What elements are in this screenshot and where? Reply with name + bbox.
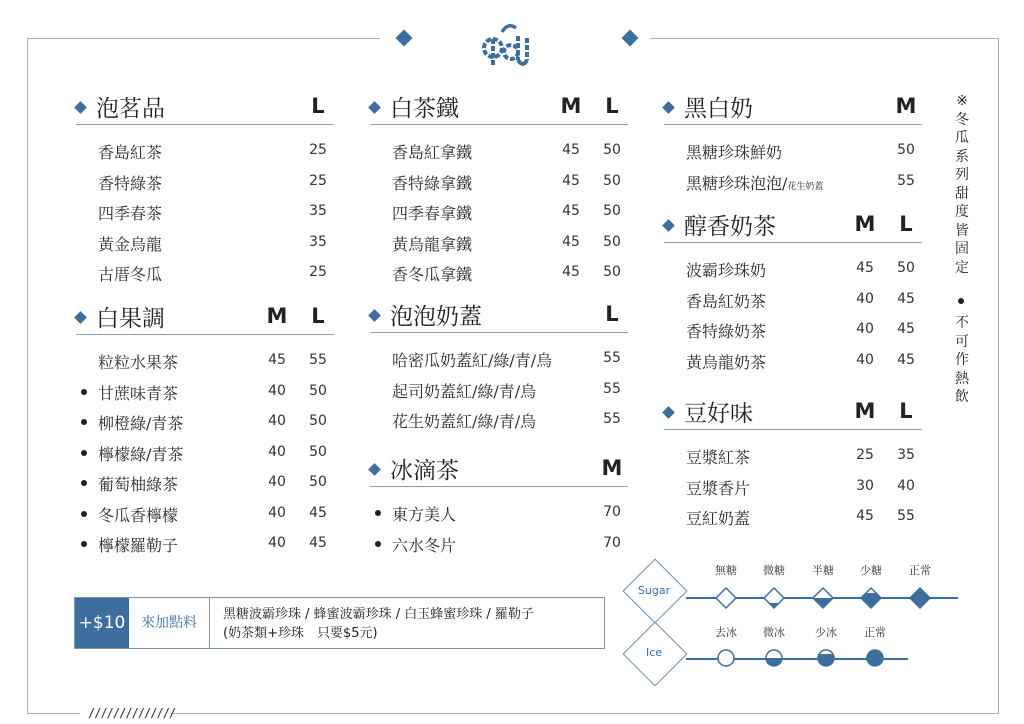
item-name-text: 黑糖珍珠泡泡/ — [686, 173, 788, 193]
item-name — [98, 533, 178, 556]
section-header — [76, 90, 334, 125]
menu-item — [76, 345, 334, 376]
section-title: 白果調 — [96, 306, 165, 332]
section-title: 泡茗品 — [96, 96, 165, 122]
menu-item — [664, 166, 922, 197]
item-name — [392, 379, 536, 402]
section-header — [76, 300, 334, 335]
item-name-text: 香島紅奶茶 — [686, 291, 767, 311]
item-name-text: 豆漿香片 — [686, 478, 751, 498]
item-price: 35 — [309, 203, 327, 219]
bullet-icon — [81, 450, 87, 456]
size-label: L — [605, 94, 619, 118]
bullet-icon — [375, 510, 381, 516]
item-price: 35 — [309, 233, 327, 250]
menu-item — [76, 257, 334, 288]
ice-level-label: 正常 — [864, 626, 886, 639]
menu-item — [664, 471, 922, 502]
item-name — [98, 171, 162, 194]
item-name-text: 黃金烏龍 — [98, 234, 163, 254]
section-title: 黑白奶 — [684, 96, 753, 122]
section-paopao — [370, 298, 628, 435]
addon-toppings: 黑糖波霸珍珠 / 蜂蜜波霸珍珠 / 白玉蜂蜜珍珠 / 羅勒子 — [223, 607, 534, 622]
menu-item — [370, 374, 628, 405]
sugar-level-diamond-icon — [762, 586, 786, 610]
sugar-level-label: 微糖 — [763, 564, 785, 577]
item-name — [392, 201, 472, 224]
section-header — [664, 90, 922, 125]
item-list — [370, 487, 628, 558]
sugar-level-label: 少糖 — [860, 564, 882, 577]
item-price: 50 — [603, 264, 621, 280]
bullet-icon — [81, 511, 87, 517]
section-heibai — [664, 90, 922, 196]
section-diamond-icon — [74, 311, 87, 324]
addon-text — [223, 605, 534, 643]
item-name — [686, 319, 766, 342]
item-price: 45 — [856, 260, 874, 276]
item-price: 50 — [309, 413, 327, 429]
item-name-text: 起司奶蓋紅/綠/青/烏 — [392, 381, 537, 401]
item-price: 50 — [309, 443, 327, 460]
section-diamond-icon — [662, 219, 675, 232]
menu-item — [76, 437, 334, 468]
item-price: 40 — [856, 290, 874, 307]
sugar-level-diamond-icon — [908, 586, 932, 610]
menu-item — [664, 314, 922, 345]
ice-level-circle-icon — [716, 648, 736, 668]
item-price: 55 — [603, 350, 621, 366]
item-name — [98, 262, 162, 285]
ice-level-circle-icon — [865, 648, 885, 668]
menu-item — [664, 253, 922, 284]
item-price: 70 — [603, 504, 621, 520]
item-price: 50 — [897, 260, 915, 276]
item-name — [686, 476, 750, 499]
addon-note: (奶茶類+珍珠 只要$5元) — [223, 626, 378, 641]
section-baiguodiao — [76, 300, 334, 559]
item-price: 50 — [603, 172, 621, 189]
ice-level-circle-icon — [816, 648, 836, 668]
menu-item — [370, 166, 628, 197]
addon-box — [74, 597, 605, 649]
sugar-level-label: 半糖 — [812, 564, 834, 577]
section-header — [370, 298, 628, 333]
bullet-icon — [375, 541, 381, 547]
section-baichatie — [370, 90, 628, 288]
item-name-text: 香特綠拿鐵 — [392, 173, 473, 193]
section-douhao — [664, 395, 922, 532]
item-name — [98, 503, 178, 526]
item-name-text: 檸檬綠/青茶 — [98, 444, 184, 464]
item-name — [98, 381, 178, 404]
item-price: 40 — [268, 504, 286, 521]
item-list — [370, 333, 628, 435]
section-diamond-icon — [662, 406, 675, 419]
bullet-icon — [81, 541, 87, 547]
item-name — [98, 472, 178, 495]
item-name — [686, 171, 823, 194]
bullet-icon — [81, 389, 87, 395]
item-price: 45 — [897, 351, 915, 368]
menu-item — [664, 284, 922, 315]
item-name-text: 甘蔗味青茶 — [98, 383, 179, 403]
ice-level-label: 微冰 — [763, 626, 785, 639]
menu-item — [76, 135, 334, 166]
brand-logo-icon — [478, 14, 538, 74]
size-label: L — [605, 302, 619, 326]
menu-item — [370, 528, 628, 559]
item-name — [98, 201, 162, 224]
item-price: 50 — [897, 142, 915, 158]
item-price: 55 — [897, 508, 915, 524]
hatch-decoration: ////////////// — [88, 706, 176, 720]
item-name — [98, 442, 183, 465]
item-price: 55 — [897, 172, 915, 189]
addon-label: 來加點料 — [129, 598, 210, 648]
item-name — [686, 258, 766, 281]
item-name-text: 豆漿紅茶 — [686, 448, 751, 467]
item-name-text: 東方美人 — [392, 505, 457, 524]
menu-item — [76, 406, 334, 437]
item-name-text: 香特綠奶茶 — [686, 322, 767, 341]
item-price: 45 — [309, 504, 327, 521]
size-label: M — [854, 212, 876, 236]
item-note: 花生奶蓋 — [787, 181, 824, 192]
menu-item — [76, 498, 334, 529]
item-name — [392, 171, 472, 194]
item-name — [686, 445, 750, 468]
size-label: L — [311, 94, 325, 118]
item-name-text: 香島紅茶 — [98, 143, 163, 162]
item-name-text: 古厝冬瓜 — [98, 265, 163, 284]
section-title: 泡泡奶蓋 — [390, 304, 482, 330]
sugar-level-label: 無糖 — [715, 564, 737, 577]
menu-item — [76, 467, 334, 498]
size-label: M — [895, 94, 917, 118]
item-price: 55 — [309, 352, 327, 368]
menu-item — [370, 404, 628, 435]
item-list — [76, 335, 334, 559]
size-label: M — [854, 399, 876, 423]
side-note-fixed-sweetness: ※ 冬 瓜 系 列 甜 度 皆 固 定 — [955, 93, 969, 276]
item-name-text: 波霸珍珠奶 — [686, 261, 767, 280]
item-price: 45 — [562, 172, 580, 189]
menu-item — [370, 227, 628, 258]
item-price: 55 — [603, 380, 621, 397]
item-name — [392, 502, 456, 525]
item-name-text: 柳橙綠/青茶 — [98, 414, 184, 433]
item-name-text: 黃烏龍拿鐵 — [392, 234, 473, 254]
section-diamond-icon — [368, 101, 381, 114]
item-list — [664, 430, 922, 532]
menu-item — [76, 227, 334, 258]
item-name — [686, 140, 782, 163]
item-price: 40 — [268, 413, 286, 429]
menu-item — [370, 135, 628, 166]
sugar-level-diamond-icon — [714, 586, 738, 610]
item-price: 45 — [562, 233, 580, 250]
item-list — [664, 243, 922, 375]
size-label: L — [899, 212, 913, 236]
item-price: 50 — [309, 474, 327, 490]
item-price: 40 — [268, 474, 286, 490]
item-name — [392, 262, 472, 285]
item-price: 55 — [603, 411, 621, 427]
item-name — [392, 348, 552, 371]
ice-level-label: 去冰 — [715, 626, 737, 639]
side-note-bullet — [958, 298, 964, 304]
item-price: 45 — [309, 535, 327, 551]
item-price: 45 — [856, 508, 874, 524]
section-diamond-icon — [74, 101, 87, 114]
item-price: 25 — [856, 447, 874, 463]
menu-item — [370, 343, 628, 374]
section-bingdi — [370, 452, 628, 558]
item-price: 40 — [856, 351, 874, 368]
sugar-level-diamond-icon — [859, 586, 883, 610]
item-list — [664, 125, 922, 196]
item-name-text: 檸檬羅勒子 — [98, 536, 179, 555]
section-title: 冰滴茶 — [390, 458, 459, 484]
item-price: 25 — [309, 142, 327, 158]
item-name — [686, 289, 766, 312]
menu-item — [664, 501, 922, 532]
section-chunxiang — [664, 208, 922, 375]
item-name-text: 香特綠茶 — [98, 173, 163, 193]
menu-item — [370, 196, 628, 227]
section-header — [664, 395, 922, 430]
item-price: 40 — [856, 321, 874, 337]
menu-item — [76, 376, 334, 407]
item-price: 45 — [562, 142, 580, 158]
item-name-text: 豆紅奶蓋 — [686, 509, 751, 528]
item-name-text: 冬瓜香檸檬 — [98, 505, 179, 525]
item-price: 45 — [562, 264, 580, 280]
size-label: L — [311, 304, 325, 328]
item-name-text: 花生奶蓋紅/綠/青/烏 — [392, 412, 537, 431]
item-price: 50 — [603, 203, 621, 219]
menu-item — [664, 345, 922, 376]
addon-price: +$10 — [75, 598, 129, 648]
item-name — [98, 350, 178, 373]
item-name — [686, 350, 766, 373]
item-price: 50 — [309, 382, 327, 399]
item-price: 40 — [268, 535, 286, 551]
item-name-text: 香島紅拿鐵 — [392, 143, 473, 162]
menu-item — [76, 528, 334, 559]
ice-level-circle-icon — [764, 648, 784, 668]
size-label: M — [266, 304, 288, 328]
ice-legend-label: Ice — [645, 646, 663, 659]
item-name — [98, 411, 183, 434]
bullet-icon — [81, 419, 87, 425]
menu-item — [76, 166, 334, 197]
item-price: 45 — [562, 203, 580, 219]
item-name-text: 黃烏龍奶茶 — [686, 352, 767, 372]
section-title: 豆好味 — [684, 401, 753, 427]
section-header — [370, 452, 628, 487]
sugar-level-label: 正常 — [909, 564, 931, 577]
item-name-text: 黑糖珍珠鮮奶 — [686, 143, 783, 162]
side-note-no-hot: 不 可 作 熱 飲 — [955, 315, 969, 405]
item-price: 35 — [897, 447, 915, 463]
item-name — [392, 409, 536, 432]
item-name-text: 四季春拿鐵 — [392, 204, 473, 223]
ice-level-label: 少冰 — [815, 626, 837, 639]
item-name-text: 四季春茶 — [98, 204, 163, 223]
section-diamond-icon — [368, 463, 381, 476]
item-list — [76, 125, 334, 288]
item-name-text: 香冬瓜拿鐵 — [392, 265, 473, 284]
item-price: 45 — [897, 290, 915, 307]
menu-item — [76, 196, 334, 227]
sugar-level-diamond-icon — [811, 586, 835, 610]
item-price: 50 — [603, 233, 621, 250]
item-price: 45 — [268, 352, 286, 368]
bullet-icon — [81, 480, 87, 486]
item-name — [98, 232, 162, 255]
section-diamond-icon — [368, 309, 381, 322]
item-name-text: 六水冬片 — [392, 535, 457, 555]
item-name-text: 哈密瓜奶蓋紅/綠/青/烏 — [392, 351, 553, 370]
section-header — [664, 208, 922, 243]
section-title: 醇香奶茶 — [684, 214, 776, 240]
item-list — [370, 125, 628, 288]
item-price: 45 — [897, 321, 915, 337]
item-price: 50 — [603, 142, 621, 158]
item-name — [392, 533, 456, 556]
menu-item — [370, 257, 628, 288]
item-name — [392, 140, 472, 163]
item-price: 40 — [897, 477, 915, 494]
menu-item — [664, 440, 922, 471]
section-diamond-icon — [662, 101, 675, 114]
item-price: 40 — [268, 382, 286, 399]
item-name — [686, 506, 750, 529]
section-title: 白茶鐵 — [390, 96, 459, 122]
item-name-text: 葡萄柚綠茶 — [98, 475, 179, 494]
menu-item — [664, 135, 922, 166]
item-name — [98, 140, 162, 163]
item-price: 25 — [309, 172, 327, 189]
menu-item — [370, 497, 628, 528]
item-price: 70 — [603, 534, 621, 551]
sugar-legend-label: Sugar — [637, 584, 671, 597]
item-name-text: 粒粒水果茶 — [98, 353, 179, 372]
item-name — [392, 232, 472, 255]
size-label: M — [560, 94, 582, 118]
item-price: 40 — [268, 443, 286, 460]
section-header — [370, 90, 628, 125]
item-price: 30 — [856, 477, 874, 494]
section-paoming — [76, 90, 334, 288]
size-label: L — [899, 399, 913, 423]
item-price: 25 — [309, 264, 327, 280]
size-label: M — [601, 456, 623, 480]
